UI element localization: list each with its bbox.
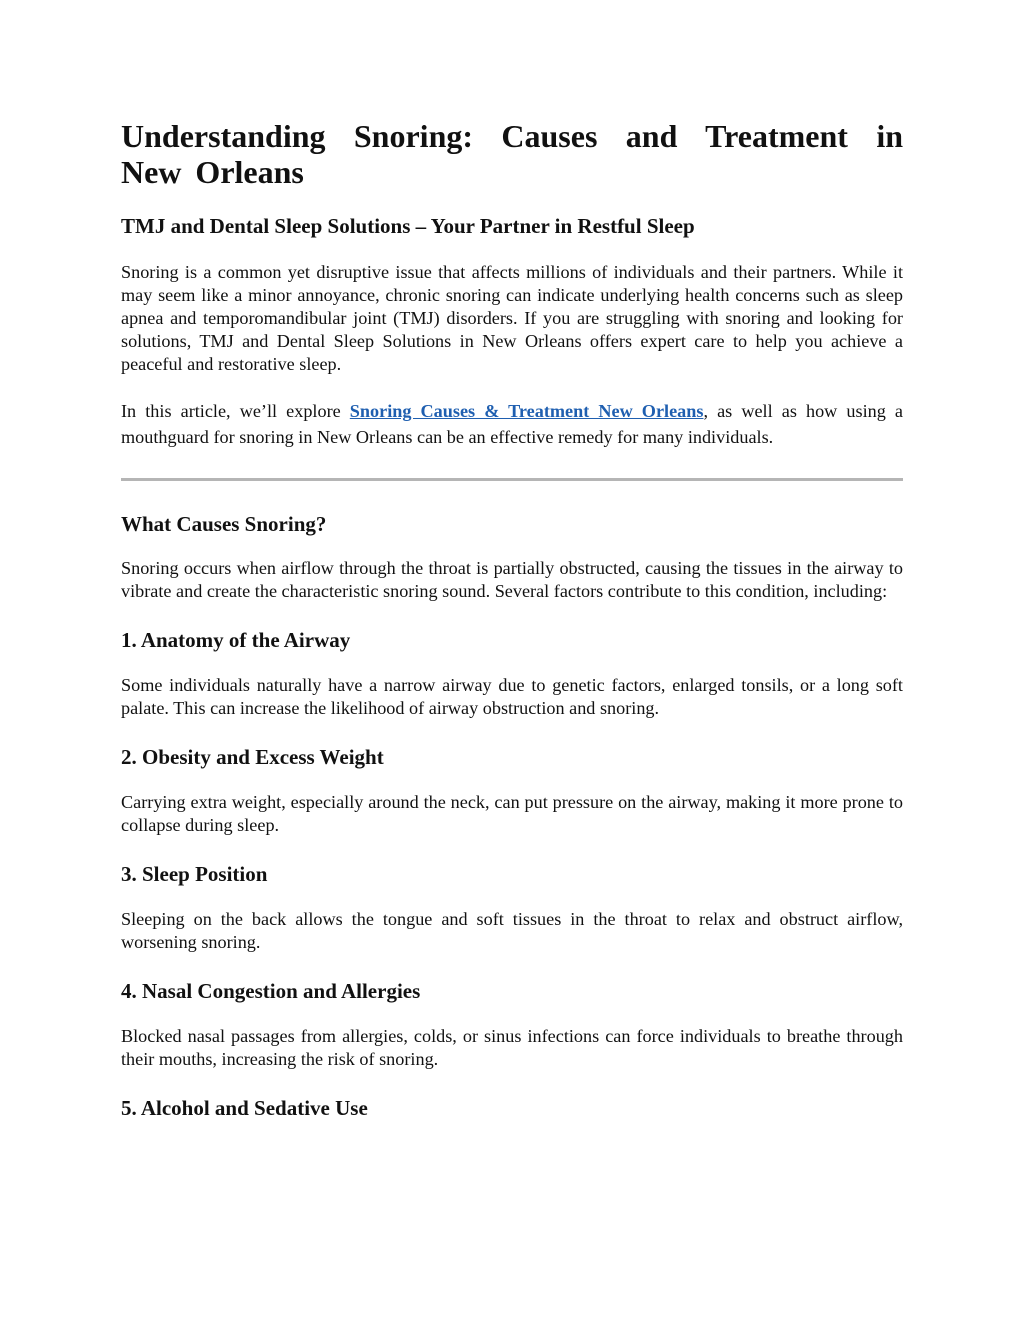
cause-heading-1: 1. Anatomy of the Airway [121,628,351,652]
section-paragraph: Snoring occurs when airflow through the throat is partially obstructed, causing the tissues in the airway to vibrate and create the characteristic snoring sound. Several factors contribute to this condition, including: [121,558,903,601]
article-text-after-link: , as well as how using a mouthguard for snoring in New Orleans can be an effective remedy for many individuals. [121,401,903,447]
section-heading: What Causes Snoring? [121,512,327,536]
article-text-before-link: In this article, we’ll explore [121,401,350,421]
cause-text-4: Blocked nasal passages from allergies, colds, or sinus infections can force individuals to breathe through their mouths, increasing the risk of snoring. [121,1026,903,1069]
intro-paragraph: Snoring is a common yet disruptive issue that affects millions of individuals and their partners. While it may seem like a minor annoyance, chronic snoring can indicate underlying health concerns such as sleep apnea and temporomandibular joint (TMJ) disorders. If you are struggling with snoring and looking for solutions, TMJ and Dental Sleep Solutions in New Orleans offers expert care to help you achieve a peaceful and restorative sleep. [121,262,903,374]
article-paragraph [121,398,903,450]
page-title: Understanding Snoring: Causes and Treatment in New Orleans [121,118,903,190]
snoring-treatment-link[interactable]: Snoring Causes & Treatment New Orleans [349,401,704,421]
cause-heading-3: 3. Sleep Position [121,862,268,886]
cause-text-3: Sleeping on the back allows the tongue and soft tissues in the throat to relax and obstruct airflow, worsening snoring. [121,909,903,952]
cause-heading-4: 4. Nasal Congestion and Allergies [121,979,421,1003]
cause-text-2: Carrying extra weight, especially around the neck, can put pressure on the airway, making it more prone to collapse during sleep. [121,792,903,835]
cause-heading-5: 5. Alcohol and Sedative Use [121,1096,368,1120]
page-subtitle: TMJ and Dental Sleep Solutions – Your Partner in Restful Sleep [121,214,695,238]
section-divider [121,478,903,481]
cause-text-1: Some individuals naturally have a narrow airway due to genetic factors, enlarged tonsils, or a long soft palate. This can increase the likelihood of airway obstruction and snoring. [121,675,903,718]
cause-heading-2: 2. Obesity and Excess Weight [121,745,384,769]
document-page [121,118,903,1121]
